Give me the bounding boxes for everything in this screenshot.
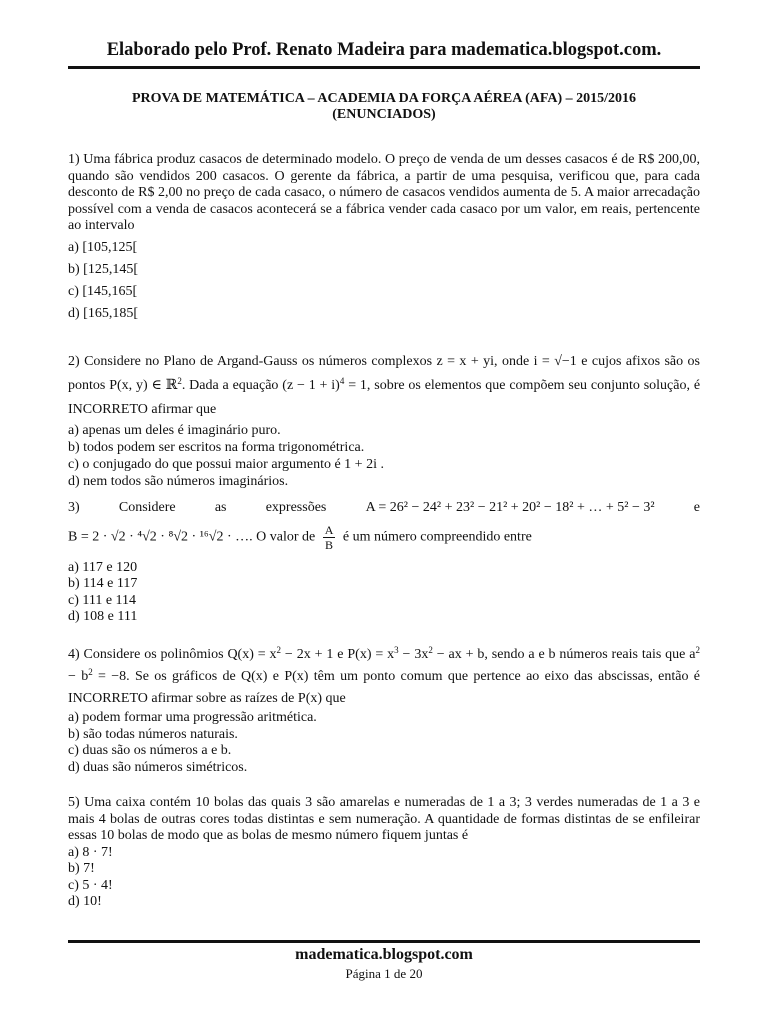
expr-z: z = x + yi — [436, 354, 495, 369]
exam-title — [68, 91, 700, 123]
expr-p3: P(x) — [297, 691, 323, 706]
expr-ab: $a^2 - b^2 = -8$ — [68, 645, 700, 684]
fraction-a-over-b: $\frac{A}{B}$ — [324, 522, 334, 552]
question-4-option-c: c) duas são os números a e b. — [68, 743, 232, 758]
expr-point: P(x, y) ∈ ℝ$^2$ — [109, 376, 182, 393]
expr-i: i = √−1 — [533, 354, 577, 369]
question-3-line1: 3) Considere as expressões A = 26² − 24² + 23² − 21² + 20² − 18² + … + 5² − 3² e — [68, 500, 700, 515]
question-4-option-d: d) duas são números simétricos. — [68, 759, 248, 775]
question-5-option-c: c) 5 · 4! — [68, 877, 113, 893]
question-5-text: 5) Uma caixa contém 10 bolas das quais 3 são amarelas e numeradas de 1 a 3; 3 verdes numeradas de 1 a 3 e mais 4 bolas de outras cores todas distintas e sem numeração. A quantidade de formas distintas de se enfileirar essas 10 bolas de modo que as bolas de mesmo número fiquem juntas é — [68, 795, 700, 843]
exam-title-line2: (ENUNCIADOS) — [332, 107, 436, 122]
expr-p: $P(x) = x^3 - 3x^2$ − ax + b — [347, 645, 485, 662]
question-1 — [68, 152, 700, 325]
question-5 — [68, 795, 700, 911]
question-2-option-a: a) apenas um deles é imaginário puro. — [68, 423, 281, 438]
question-5-option-a: a) 8 · 7! — [68, 844, 113, 860]
header-title: Elaborado pelo Prof. Renato Madeira para madematica.blogspot.com. — [106, 40, 662, 60]
footer-divider — [68, 940, 700, 943]
footer-site: madematica.blogspot.com — [295, 946, 473, 963]
question-1-text: 1) Uma fábrica produz casacos de determinado modelo. O preço de venda de um desses casacos é de R$ 200,00, quando são vendidos 200 casacos. O gerente da fábrica, a partir de uma pesquisa, verificou que, para cada desconto de R$ 2,00 no preço de cada casaco, o número de casacos vendidos aumenta de 5. A maior arrecadação possível com a venda de casacos acontecerá se a fábrica vender cada casaco por um valor, em reais, pertencente ao intervalo — [68, 152, 700, 233]
question-2-option-c: c) o conjugado do que possui maior argumento é 1 + 2i . — [68, 457, 384, 472]
question-4-option-b: b) são todas números naturais. — [68, 726, 238, 742]
question-3-option-b: b) 114 e 117 — [68, 576, 138, 591]
question-3-line2: B = 2 · √2 · ⁴√2 · ⁸√2 · ¹⁶√2 · …. O valor de $\frac{A}{B}$ é um número compreendido entre — [68, 522, 532, 552]
page-number: Página 1 de 20 — [345, 966, 423, 981]
question-4-option-a: a) podem formar uma progressão aritmética. — [68, 710, 317, 725]
expr-a: A = 26² − 24² + 23² − 21² + 20² − 18² + … + 5² − 3² — [365, 500, 655, 515]
expr-p2: P(x) — [284, 669, 309, 684]
question-2-text: 2) Considere no Plano de Argand-Gauss os números complexos z = x + yi, onde i = √−1 e cujos afixos são os pontos P(x, y) ∈ ℝ$^2$. Dada a equação $(z - 1 + i)^4 = 1$, sobre os elementos que compõem seu conjunto solução, é INCORRETO afirmar que — [68, 354, 701, 417]
question-3 — [68, 500, 700, 626]
question-1-option-c: c) [145,165[ — [68, 283, 138, 299]
question-1-option-a: a) [105,125[ — [68, 239, 138, 255]
question-3-option-c: c) 111 e 114 — [68, 592, 137, 608]
expr-b: B = 2 · √2 · ⁴√2 · ⁸√2 · ¹⁶√2 · … — [68, 529, 250, 545]
question-5-option-d: d) 10! — [68, 894, 102, 909]
question-1-option-b: b) [125,145[ — [68, 261, 138, 277]
question-4-text: 4) Considere os polinômios $Q(x) = x^2 - 2x + 1$ e $P(x) = x^3 - 3x^2$ − ax + b, sendo a e b números reais tais que $a^2 - b^2 = -8$. Se os gráficos de Q(x) e P(x) têm um ponto comum que pertence ao eixo das abscissas, então é INCORRETO afirmar sobre as raízes de P(x) que — [68, 645, 701, 706]
question-3-option-d: d) 108 e 111 — [68, 609, 138, 624]
question-2-option-b: b) todos podem ser escritos na forma trigonométrica. — [68, 440, 365, 455]
question-3-option-a: a) 117 e 120 — [68, 559, 138, 575]
header-divider — [68, 66, 700, 69]
question-2 — [68, 350, 700, 490]
question-2-option-d: d) nem todos são números imaginários. — [68, 474, 289, 489]
exam-title-line1: PROVA DE MATEMÁTICA – ACADEMIA DA FORÇA AÉREA (AFA) – 2015/2016 — [131, 91, 637, 106]
question-5-option-b: b) 7! — [68, 861, 95, 876]
question-1-option-d: d) [165,185[ — [68, 305, 138, 321]
expr-equation: $(z - 1 + i)^4 = 1$ — [282, 376, 367, 393]
expr-q: $Q(x) = x^2 - 2x + 1$ — [227, 645, 334, 662]
expr-q2: Q(x) — [241, 669, 268, 684]
question-4 — [68, 644, 700, 776]
